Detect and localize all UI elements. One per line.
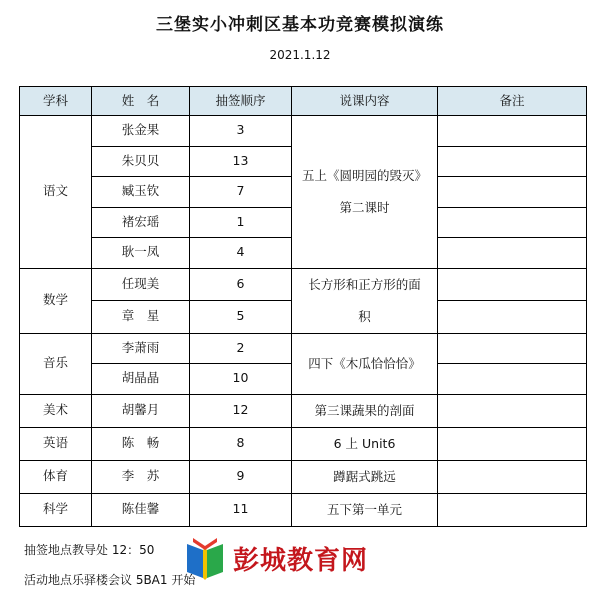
lesson-content-line: 6 上 Unit6 — [333, 435, 396, 451]
table-row — [20, 493, 587, 526]
subject-cell: 音乐 — [20, 333, 92, 394]
lesson-content-line: 长方形和正方形的面 — [308, 276, 421, 292]
lesson-content-line: 五上《圆明园的毁灭》 — [301, 167, 427, 183]
subject-cell: 数学 — [20, 268, 92, 333]
header-remarks: 备注 — [438, 87, 587, 116]
lesson-content-line: 积 — [358, 308, 371, 324]
document-title: 三堡实小冲刺区基本功竞赛模拟演练 — [156, 15, 444, 35]
draw-order-cell: 2 — [190, 333, 292, 364]
remarks-cell — [438, 177, 587, 208]
draw-order-cell: 4 — [190, 238, 292, 269]
draw-order-cell: 1 — [190, 207, 292, 238]
remarks-cell — [438, 493, 587, 526]
table-row — [20, 394, 587, 427]
remarks-cell — [438, 146, 587, 177]
remarks-cell — [438, 116, 587, 147]
draw-order-cell: 10 — [190, 364, 292, 395]
remarks-cell — [438, 364, 587, 395]
lesson-content-line: 五下第一单元 — [326, 501, 402, 517]
subject-cell: 体育 — [20, 460, 92, 493]
header-subject: 学科 — [20, 87, 92, 116]
subject-cell: 英语 — [20, 427, 92, 460]
watermark-text: 彭城教育网 — [233, 545, 369, 576]
table-body — [20, 116, 587, 527]
teacher-name-cell: 朱贝贝 — [92, 146, 190, 177]
draw-order-cell: 8 — [190, 427, 292, 460]
footer-activity-location: 活动地点乐驿楼会议 5BA1 开始 — [24, 573, 196, 587]
draw-order-cell: 5 — [190, 301, 292, 334]
subject-cell: 语文 — [20, 116, 92, 269]
lesson-content-line: 第三课蔬果的剖面 — [314, 402, 415, 418]
lesson-content-line: 蹲踞式跳远 — [333, 468, 396, 484]
draw-order-cell: 12 — [190, 394, 292, 427]
remarks-cell — [438, 333, 587, 364]
draw-order-cell: 6 — [190, 268, 292, 301]
remarks-cell — [438, 427, 587, 460]
draw-order-cell: 9 — [190, 460, 292, 493]
table-row — [20, 427, 587, 460]
teacher-name-cell: 陈佳馨 — [92, 493, 190, 526]
lesson-content-cell — [292, 116, 438, 269]
table-row — [20, 116, 587, 147]
header-draw-order: 抽签顺序 — [190, 87, 292, 116]
subject-cell: 美术 — [20, 394, 92, 427]
lesson-content-cell — [292, 268, 438, 333]
watermark — [183, 529, 423, 587]
teacher-name-cell: 褚宏瑶 — [92, 207, 190, 238]
teacher-name-cell: 李萧雨 — [92, 333, 190, 364]
draw-order-cell: 3 — [190, 116, 292, 147]
lesson-content-line: 四下《木瓜恰恰恰》 — [308, 355, 421, 371]
subject-cell: 科学 — [20, 493, 92, 526]
remarks-cell — [438, 460, 587, 493]
lesson-content-cell — [292, 394, 438, 427]
header-name: 姓 名 — [92, 87, 190, 116]
draw-order-cell: 13 — [190, 146, 292, 177]
footer-draw-location: 抽签地点教导处 12：50 — [24, 543, 155, 557]
remarks-cell — [438, 301, 587, 334]
teacher-name-cell: 张金果 — [92, 116, 190, 147]
lesson-content-cell — [292, 427, 438, 460]
table-header-row — [20, 87, 587, 116]
header-lesson-content: 说课内容 — [292, 87, 438, 116]
table-row — [20, 333, 587, 364]
book-logo-icon — [183, 534, 227, 582]
remarks-cell — [438, 394, 587, 427]
table-row — [20, 268, 587, 301]
document-date: 2021.1.12 — [269, 48, 331, 62]
draw-order-cell: 11 — [190, 493, 292, 526]
remarks-cell — [438, 207, 587, 238]
teacher-name-cell: 胡晶晶 — [92, 364, 190, 395]
teacher-name-cell: 陈 畅 — [92, 427, 190, 460]
schedule-table — [19, 86, 587, 527]
teacher-name-cell: 耿一凤 — [92, 238, 190, 269]
teacher-name-cell: 胡馨月 — [92, 394, 190, 427]
draw-order-cell: 7 — [190, 177, 292, 208]
lesson-content-cell — [292, 333, 438, 394]
remarks-cell — [438, 268, 587, 301]
table-row — [20, 460, 587, 493]
lesson-content-line: 第二课时 — [339, 199, 390, 215]
remarks-cell — [438, 238, 587, 269]
lesson-content-cell — [292, 460, 438, 493]
teacher-name-cell: 臧玉钦 — [92, 177, 190, 208]
teacher-name-cell: 李 苏 — [92, 460, 190, 493]
teacher-name-cell: 任现美 — [92, 268, 190, 301]
teacher-name-cell: 章 星 — [92, 301, 190, 334]
lesson-content-cell — [292, 493, 438, 526]
